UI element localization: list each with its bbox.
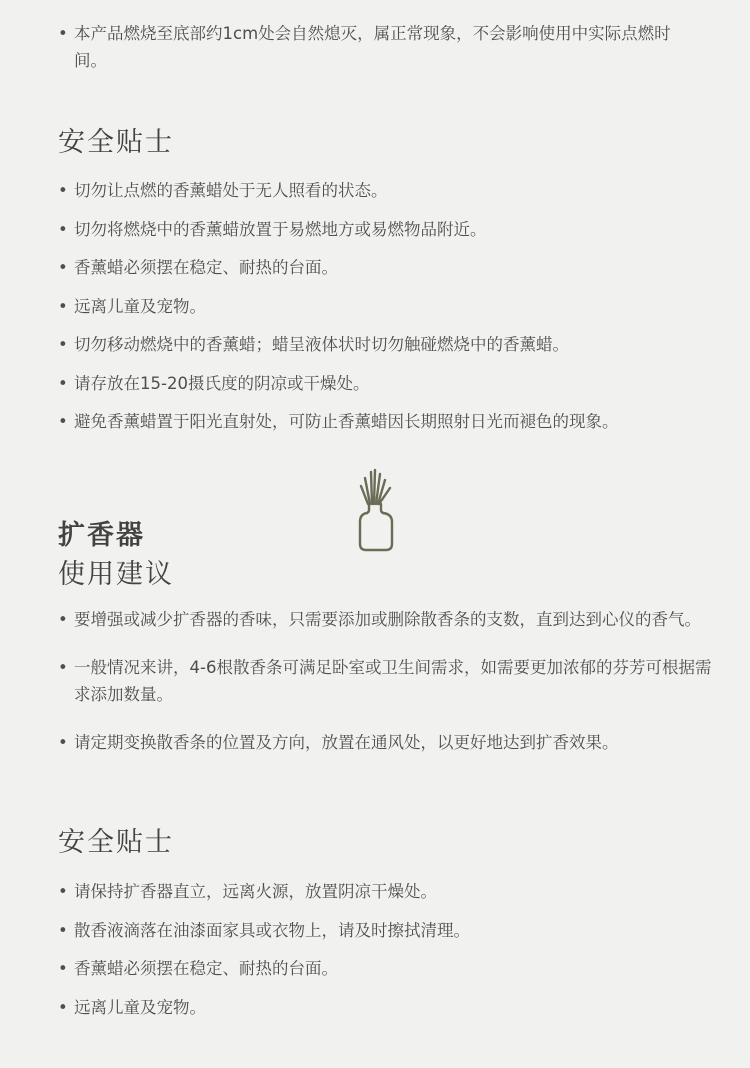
usage-title: 使用建议: [58, 559, 174, 590]
list-item: • 远离儿童及宠物。: [58, 994, 738, 1021]
list-item: • 要增强或减少扩香器的香味，只需要添加或删除散香条的支数，直到达到心仪的香气。: [58, 606, 718, 633]
diffuser-safety-title: 安全贴士: [58, 827, 174, 858]
list-item: • 请存放在15-20摄氏度的阴凉或干燥处。: [58, 370, 738, 397]
list-item: • 切勿将燃烧中的香薰蜡放置于易燃地方或易燃物品附近。: [58, 216, 738, 243]
list-item: • 散香液滴落在油漆面家具或衣物上，请及时擦拭清理。: [58, 917, 738, 944]
diffuser-safety-list: [58, 878, 738, 1032]
list-item: • 避免香薰蜡置于阳光直射处，可防止香薰蜡因长期照射日光而褪色的现象。: [58, 408, 738, 435]
list-item: • 香薰蜡必须摆在稳定、耐热的台面。: [58, 955, 738, 982]
candle-safety-list: [58, 177, 738, 447]
list-item: • 一般情况来讲，4-6根散香条可满足卧室或卫生间需求，如需要更加浓郁的芬芳可根据需求添加数量。: [58, 654, 718, 708]
list-item: • 请保持扩香器直立，远离火源，放置阴凉干燥处。: [58, 878, 738, 905]
list-item: • 切勿让点燃的香薰蜡处于无人照看的状态。: [58, 177, 738, 204]
diffuser-usage-list: [58, 606, 718, 777]
candle-safety-title: 安全贴士: [58, 127, 174, 158]
list-item: • 本产品燃烧至底部约1cm处会自然熄灭，属正常现象，不会影响使用中实际点燃时间。: [58, 20, 698, 74]
reed-diffuser-icon: [352, 468, 400, 554]
candle-note-list: [58, 20, 698, 74]
list-item: • 远离儿童及宠物。: [58, 293, 738, 320]
list-item: • 请定期变换散香条的位置及方向，放置在通风处，以更好地达到扩香效果。: [58, 729, 718, 756]
list-item: • 香薰蜡必须摆在稳定、耐热的台面。: [58, 254, 738, 281]
diffuser-title: 扩香器: [58, 520, 145, 551]
list-item: • 切勿移动燃烧中的香薰蜡；蜡呈液体状时切勿触碰燃烧中的香薰蜡。: [58, 331, 738, 358]
